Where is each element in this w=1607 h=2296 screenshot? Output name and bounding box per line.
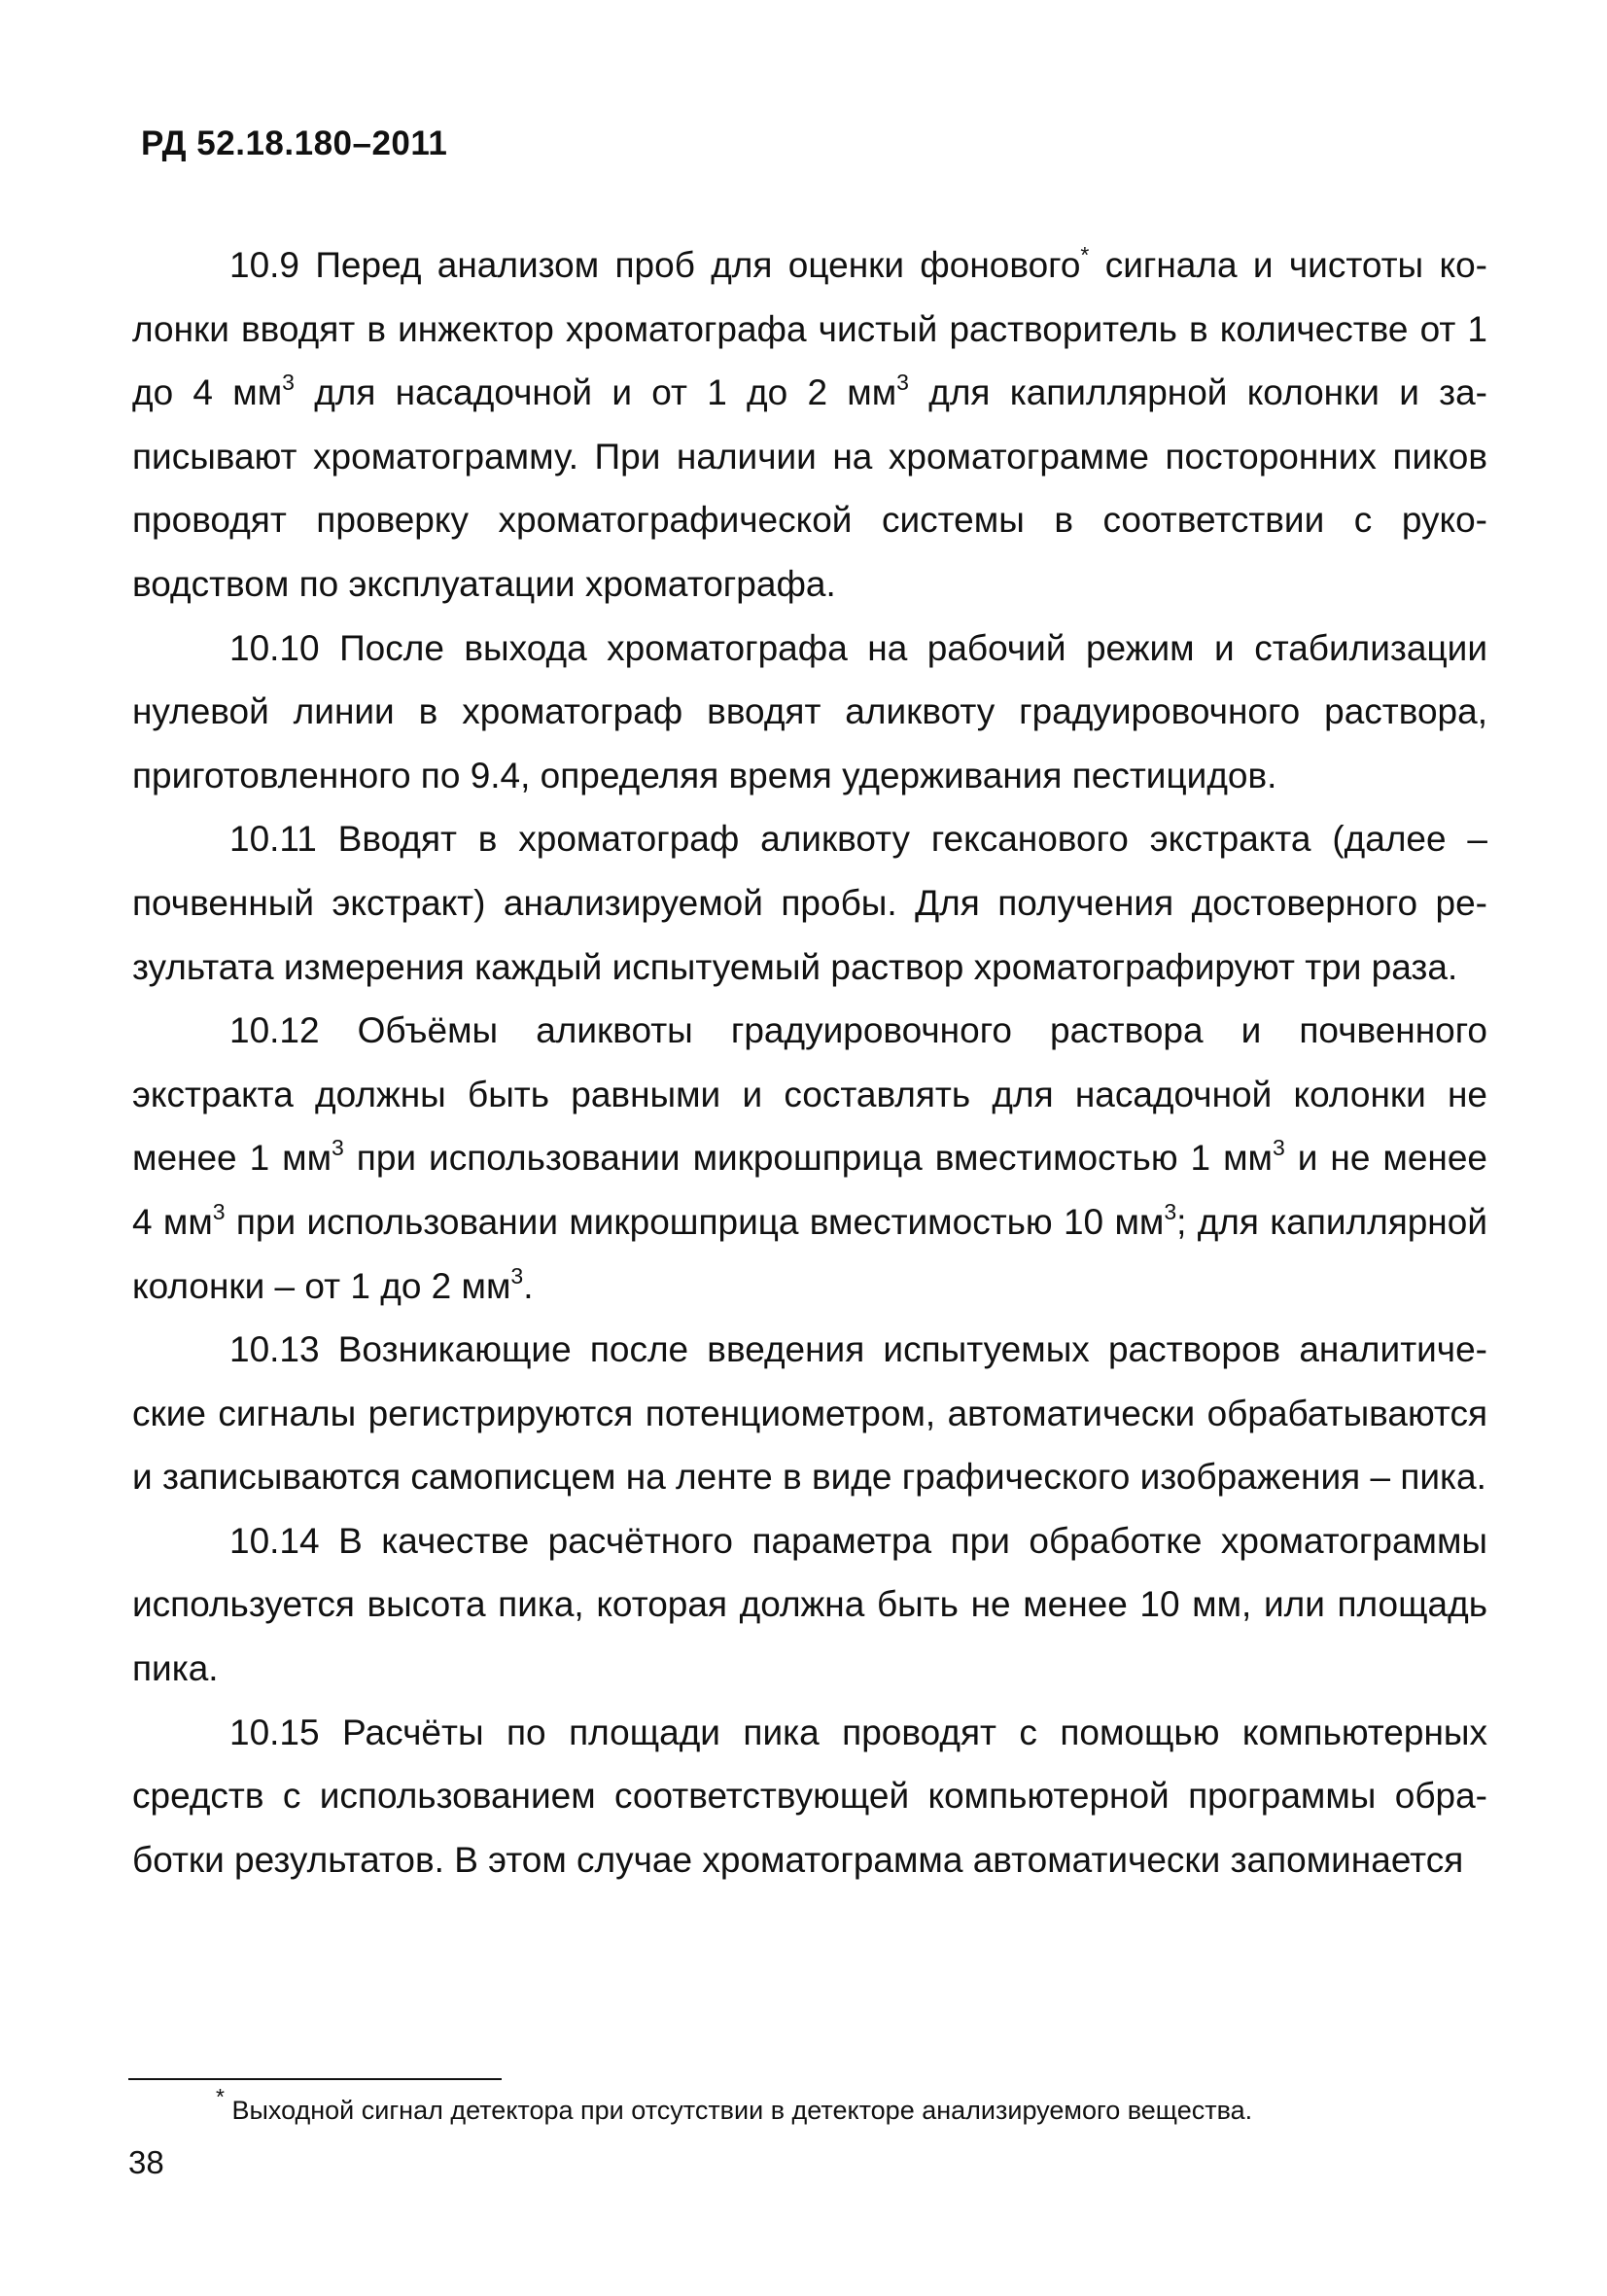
page-number: 38: [128, 2144, 164, 2180]
paragraph-10-12-text-d: при использовании микрошприца вместимостью 10 мм: [225, 1201, 1165, 1242]
paragraph-10-14: 10.14 В качестве расчётного параметра при обработке хроматограммы используется высота пика, которая должна быть не менее 10 мм, или площадь пика.: [132, 1520, 1487, 1689]
superscript: 3: [1164, 1198, 1177, 1224]
footnote-divider: [128, 2078, 502, 2080]
paragraph-10-9-text-b: сигнала и чистоты колонки вводят в инжектор хроматографа чистый растворитель в количестве от 1 до 4 мм: [132, 245, 1487, 413]
body-text: [132, 233, 1487, 1891]
footnote-text: Выходной сигнал детектора при отсутствии в детекторе анализируемого вещества.: [224, 2096, 1253, 2125]
superscript: 3: [510, 1262, 524, 1289]
paragraph-10-15: 10.15 Расчёты по площади пика проводят с помощью компьютерных средств с использованием соответствующей компьютерной программы обработки результатов. В этом случае хроматограмма автоматически запоминается: [132, 1712, 1487, 1880]
paragraph-10-12: [132, 999, 1487, 1318]
paragraph-10-11: 10.11 Вводят в хроматограф аликвоту гексанового экстракта (далее – почвенный экстракт) анализируемой пробы. Для получения достоверного результата измерения каждый испытуемый раствор хроматографируют три раза.: [132, 819, 1487, 987]
superscript: 3: [212, 1198, 226, 1224]
paragraph-10-12-text-f: .: [523, 1265, 534, 1306]
paragraph-10-10: 10.10 После выхода хроматографа на рабочий режим и стабилизации нулевой линии в хроматограф вводят аликвоту градуировочного раствора, приготовленного по 9.4, определяя время удерживания пестицидов.: [132, 627, 1487, 795]
paragraph-10-9-text-d: для капиллярной колонки и записывают хроматограмму. При наличии на хроматограмме посторонних пиков проводят проверку хроматографической системы в соответствии с руководством по эксплуатации хроматографа.: [132, 372, 1487, 604]
paragraph-10-13: 10.13 Возникающие после введения испытуемых растворов аналитические сигналы регистрируются потенциометром, автоматически обрабатываются и записываются самописцем на ленте в виде графического изображения – пика.: [132, 1329, 1487, 1498]
paragraph-10-9-text-a: 10.9 Перед анализом проб для оценки фонового: [229, 245, 1081, 285]
paragraph-10-9-text-c: для насадочной и от 1 до 2 мм: [294, 372, 897, 413]
footnote: [216, 2084, 1253, 2127]
paragraph-10-9: [132, 233, 1487, 617]
footnote-mark: *: [216, 2084, 225, 2109]
superscript: 3: [896, 370, 909, 396]
footnote-reference-mark: *: [1080, 242, 1090, 267]
document-code-header: РД 52.18.180–2011: [141, 124, 448, 162]
paragraph-10-12-text-e: ; для капиллярной колонки – от 1 до 2 мм: [132, 1201, 1487, 1306]
superscript: 3: [282, 370, 295, 396]
paragraph-10-12-text-b: при использовании микрошприца вместимостью 1 мм: [343, 1138, 1273, 1179]
superscript: 3: [1272, 1135, 1285, 1161]
paragraph-10-12-text-c: и не менее 4 мм: [132, 1138, 1487, 1242]
superscript: 3: [332, 1135, 344, 1161]
paragraph-10-12-text-a: 10.12 Объёмы аликвоты градуировочного раствора и почвенного экстракта должны быть равными и составлять для насадочной колонки не менее 1 мм: [132, 1010, 1487, 1179]
